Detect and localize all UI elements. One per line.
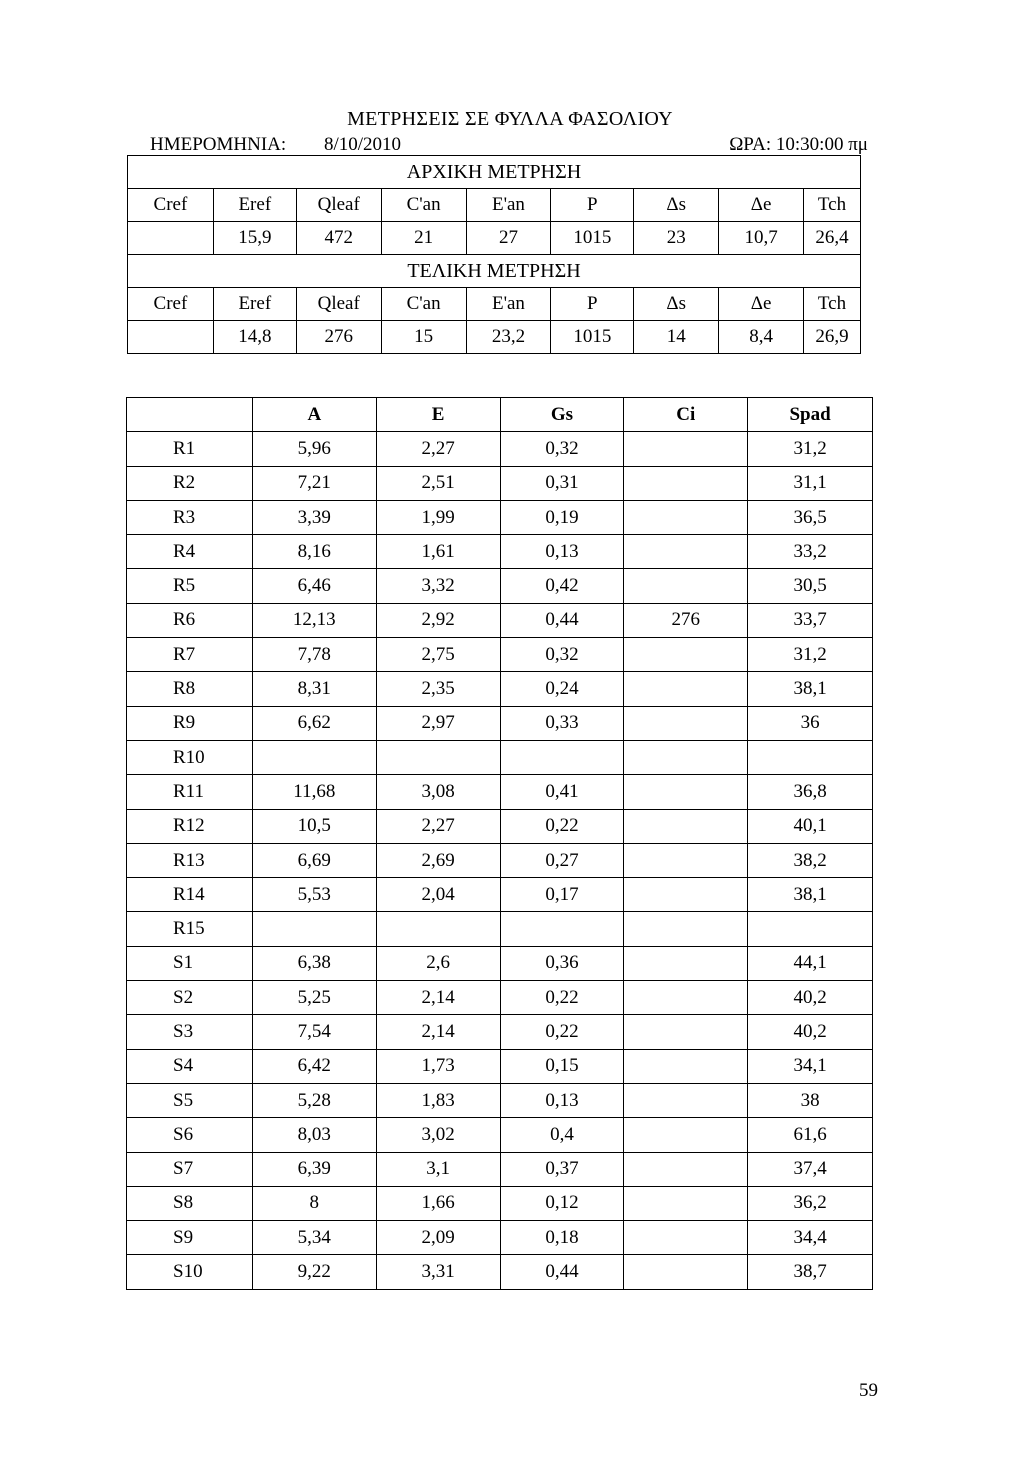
value-cell: 8 (252, 1186, 376, 1220)
initial-value-cell: 21 (381, 222, 466, 255)
initial-heading-row (128, 156, 861, 189)
value-cell: 6,62 (252, 706, 376, 740)
table-row (127, 1255, 873, 1289)
table-row (127, 981, 873, 1015)
final-value-cell: 14 (634, 321, 719, 354)
row-label: R2 (127, 466, 253, 500)
final-value-cell: 15 (381, 321, 466, 354)
row-label: R3 (127, 500, 253, 534)
value-cell: 2,35 (376, 672, 500, 706)
initial-column-header: Qleaf (296, 189, 381, 222)
value-cell: 2,51 (376, 466, 500, 500)
value-cell: 0,15 (500, 1049, 624, 1083)
row-label: R9 (127, 706, 253, 740)
row-label: R14 (127, 878, 253, 912)
value-cell: 0,22 (500, 809, 624, 843)
value-cell: 2,09 (376, 1221, 500, 1255)
value-cell (624, 1255, 748, 1289)
initial-column-header: P (551, 189, 634, 222)
value-cell: 0,19 (500, 500, 624, 534)
measurements-header-row (127, 398, 873, 432)
initial-column-header: Cref (128, 189, 214, 222)
value-cell: 2,14 (376, 981, 500, 1015)
value-cell: 3,39 (252, 500, 376, 534)
initial-heading: ΑΡΧΙΚΗ ΜΕΤΡΗΣΗ (128, 156, 861, 189)
value-cell: 5,28 (252, 1083, 376, 1117)
row-label: S4 (127, 1049, 253, 1083)
final-column-header: E'an (466, 288, 551, 321)
value-cell: 0,13 (500, 535, 624, 569)
row-label: S3 (127, 1015, 253, 1049)
value-cell: 38,7 (748, 1255, 873, 1289)
value-cell: 34,1 (748, 1049, 873, 1083)
row-label: S6 (127, 1118, 253, 1152)
value-cell (624, 672, 748, 706)
value-cell: 40,2 (748, 981, 873, 1015)
table-row (127, 775, 873, 809)
value-cell: 40,2 (748, 1015, 873, 1049)
date-value: 8/10/2010 (324, 134, 402, 155)
initial-column-header: Δs (634, 189, 719, 222)
value-cell: 37,4 (748, 1152, 873, 1186)
value-cell: 0,33 (500, 706, 624, 740)
row-label: R8 (127, 672, 253, 706)
value-cell: 0,27 (500, 843, 624, 877)
value-cell (624, 1083, 748, 1117)
value-cell: 31,2 (748, 638, 873, 672)
final-value-cell: 14,8 (213, 321, 296, 354)
date-time-line (150, 134, 870, 156)
initial-column-header: Δe (719, 189, 804, 222)
row-label: S5 (127, 1083, 253, 1117)
table-row (127, 1118, 873, 1152)
value-cell: 0,24 (500, 672, 624, 706)
final-column-header: Eref (213, 288, 296, 321)
table-row (127, 706, 873, 740)
value-cell: 36 (748, 706, 873, 740)
final-column-header: P (551, 288, 634, 321)
value-cell: 6,46 (252, 569, 376, 603)
value-cell (624, 1186, 748, 1220)
value-cell (624, 775, 748, 809)
final-value-cell: 26,9 (804, 321, 861, 354)
row-label: S2 (127, 981, 253, 1015)
row-label: R4 (127, 535, 253, 569)
value-cell (500, 912, 624, 946)
measurements-column-header (127, 398, 253, 432)
initial-column-header: Eref (213, 189, 296, 222)
final-column-header: Δs (634, 288, 719, 321)
value-cell (624, 535, 748, 569)
value-cell (624, 569, 748, 603)
value-cell (624, 843, 748, 877)
initial-value-cell: 472 (296, 222, 381, 255)
table-row (127, 1152, 873, 1186)
measurements-column-header: Spad (748, 398, 873, 432)
measurements-table (126, 397, 873, 1290)
row-label: S1 (127, 946, 253, 980)
row-label: R6 (127, 603, 253, 637)
value-cell: 0,42 (500, 569, 624, 603)
table-row (127, 740, 873, 774)
initial-final-table (127, 155, 861, 354)
value-cell: 7,54 (252, 1015, 376, 1049)
initial-column-header: Tch (804, 189, 861, 222)
value-cell: 2,75 (376, 638, 500, 672)
value-cell: 31,1 (748, 466, 873, 500)
final-values-row (128, 321, 861, 354)
value-cell: 30,5 (748, 569, 873, 603)
value-cell: 3,31 (376, 1255, 500, 1289)
initial-value-cell: 10,7 (719, 222, 804, 255)
row-label: S8 (127, 1186, 253, 1220)
value-cell: 2,27 (376, 432, 500, 466)
value-cell: 2,92 (376, 603, 500, 637)
value-cell: 0,13 (500, 1083, 624, 1117)
table-row (127, 603, 873, 637)
value-cell: 5,34 (252, 1221, 376, 1255)
value-cell (376, 912, 500, 946)
initial-value-cell: 23 (634, 222, 719, 255)
final-column-header: Tch (804, 288, 861, 321)
measurements-column-header: E (376, 398, 500, 432)
final-column-header-row (128, 288, 861, 321)
table-row (127, 912, 873, 946)
final-heading: ΤΕΛΙΚΗ ΜΕΤΡΗΣΗ (128, 255, 861, 288)
value-cell (624, 946, 748, 980)
table-row (127, 432, 873, 466)
value-cell: 44,1 (748, 946, 873, 980)
value-cell (624, 638, 748, 672)
value-cell (624, 1221, 748, 1255)
value-cell: 9,22 (252, 1255, 376, 1289)
value-cell: 0,31 (500, 466, 624, 500)
value-cell: 1,83 (376, 1083, 500, 1117)
row-label: R12 (127, 809, 253, 843)
value-cell: 0,41 (500, 775, 624, 809)
value-cell (624, 912, 748, 946)
value-cell: 6,38 (252, 946, 376, 980)
value-cell (624, 1015, 748, 1049)
final-value-cell: 23,2 (466, 321, 551, 354)
value-cell (748, 740, 873, 774)
value-cell (624, 500, 748, 534)
initial-column-header: C'an (381, 189, 466, 222)
final-value-cell (128, 321, 214, 354)
value-cell: 0,22 (500, 981, 624, 1015)
value-cell: 2,97 (376, 706, 500, 740)
value-cell (624, 1049, 748, 1083)
table-row (127, 466, 873, 500)
value-cell: 0,44 (500, 1255, 624, 1289)
table-row (127, 569, 873, 603)
value-cell: 34,4 (748, 1221, 873, 1255)
time-value: ΩΡΑ: 10:30:00 πμ (729, 134, 868, 155)
value-cell: 33,7 (748, 603, 873, 637)
value-cell: 2,69 (376, 843, 500, 877)
value-cell: 36,2 (748, 1186, 873, 1220)
date-label: ΗΜΕΡΟΜΗΝΙΑ: (150, 134, 287, 155)
value-cell (500, 740, 624, 774)
value-cell: 31,2 (748, 432, 873, 466)
value-cell: 2,14 (376, 1015, 500, 1049)
value-cell: 10,5 (252, 809, 376, 843)
initial-value-cell: 1015 (551, 222, 634, 255)
value-cell (376, 740, 500, 774)
value-cell: 5,25 (252, 981, 376, 1015)
initial-values-row (128, 222, 861, 255)
value-cell: 0,22 (500, 1015, 624, 1049)
value-cell: 38,1 (748, 672, 873, 706)
table-row (127, 1221, 873, 1255)
table-row (127, 1049, 873, 1083)
value-cell: 2,6 (376, 946, 500, 980)
value-cell: 38 (748, 1083, 873, 1117)
table-row (127, 535, 873, 569)
final-column-header: C'an (381, 288, 466, 321)
value-cell (624, 878, 748, 912)
value-cell: 7,78 (252, 638, 376, 672)
value-cell: 40,1 (748, 809, 873, 843)
value-cell (624, 981, 748, 1015)
value-cell: 6,39 (252, 1152, 376, 1186)
table-row (127, 946, 873, 980)
table-row (127, 500, 873, 534)
value-cell: 0,17 (500, 878, 624, 912)
value-cell: 36,5 (748, 500, 873, 534)
value-cell: 3,1 (376, 1152, 500, 1186)
value-cell (624, 1152, 748, 1186)
table-row (127, 672, 873, 706)
initial-column-header: E'an (466, 189, 551, 222)
value-cell: 0,44 (500, 603, 624, 637)
value-cell: 0,32 (500, 432, 624, 466)
title-text: ΜΕΤΡΗΣΕΙΣ ΣΕ ΦΥΛΛΑ ΦΑΣΟΛΙΟΥ (347, 108, 673, 130)
value-cell (748, 912, 873, 946)
value-cell: 12,13 (252, 603, 376, 637)
value-cell: 0,36 (500, 946, 624, 980)
value-cell (624, 740, 748, 774)
row-label: S10 (127, 1255, 253, 1289)
value-cell: 38,1 (748, 878, 873, 912)
value-cell: 1,73 (376, 1049, 500, 1083)
row-label: R1 (127, 432, 253, 466)
final-heading-row (128, 255, 861, 288)
value-cell: 8,31 (252, 672, 376, 706)
value-cell (252, 740, 376, 774)
final-value-cell: 8,4 (719, 321, 804, 354)
value-cell: 2,04 (376, 878, 500, 912)
value-cell: 5,53 (252, 878, 376, 912)
value-cell (624, 809, 748, 843)
value-cell: 0,32 (500, 638, 624, 672)
value-cell: 0,37 (500, 1152, 624, 1186)
initial-column-header-row (128, 189, 861, 222)
value-cell: 0,4 (500, 1118, 624, 1152)
table-row (127, 809, 873, 843)
row-label: R5 (127, 569, 253, 603)
initial-value-cell: 26,4 (804, 222, 861, 255)
value-cell: 276 (624, 603, 748, 637)
value-cell: 8,16 (252, 535, 376, 569)
document-title (0, 108, 1024, 131)
final-column-header: Cref (128, 288, 214, 321)
value-cell: 3,08 (376, 775, 500, 809)
value-cell (252, 912, 376, 946)
measurements-column-header: A (252, 398, 376, 432)
value-cell: 61,6 (748, 1118, 873, 1152)
final-column-header: Δe (719, 288, 804, 321)
value-cell: 6,42 (252, 1049, 376, 1083)
row-label: R7 (127, 638, 253, 672)
table-row (127, 638, 873, 672)
row-label: R10 (127, 740, 253, 774)
value-cell: 33,2 (748, 535, 873, 569)
page-number: 59 (859, 1380, 878, 1401)
value-cell: 1,99 (376, 500, 500, 534)
final-column-header: Qleaf (296, 288, 381, 321)
final-value-cell: 276 (296, 321, 381, 354)
row-label: S9 (127, 1221, 253, 1255)
row-label: S7 (127, 1152, 253, 1186)
value-cell: 0,18 (500, 1221, 624, 1255)
row-label: R11 (127, 775, 253, 809)
value-cell: 1,66 (376, 1186, 500, 1220)
value-cell: 5,96 (252, 432, 376, 466)
value-cell (624, 706, 748, 740)
value-cell: 7,21 (252, 466, 376, 500)
value-cell: 11,68 (252, 775, 376, 809)
initial-value-cell (128, 222, 214, 255)
value-cell: 0,12 (500, 1186, 624, 1220)
measurements-column-header: Gs (500, 398, 624, 432)
table-row (127, 1186, 873, 1220)
value-cell: 3,32 (376, 569, 500, 603)
value-cell: 2,27 (376, 809, 500, 843)
value-cell (624, 466, 748, 500)
table-row (127, 843, 873, 877)
value-cell (624, 432, 748, 466)
value-cell: 38,2 (748, 843, 873, 877)
value-cell: 3,02 (376, 1118, 500, 1152)
value-cell (624, 1118, 748, 1152)
initial-value-cell: 27 (466, 222, 551, 255)
measurements-column-header: Ci (624, 398, 748, 432)
value-cell: 6,69 (252, 843, 376, 877)
table-row (127, 1083, 873, 1117)
value-cell: 36,8 (748, 775, 873, 809)
row-label: R15 (127, 912, 253, 946)
value-cell: 8,03 (252, 1118, 376, 1152)
row-label: R13 (127, 843, 253, 877)
table-row (127, 878, 873, 912)
value-cell: 1,61 (376, 535, 500, 569)
final-value-cell: 1015 (551, 321, 634, 354)
table-row (127, 1015, 873, 1049)
initial-value-cell: 15,9 (213, 222, 296, 255)
